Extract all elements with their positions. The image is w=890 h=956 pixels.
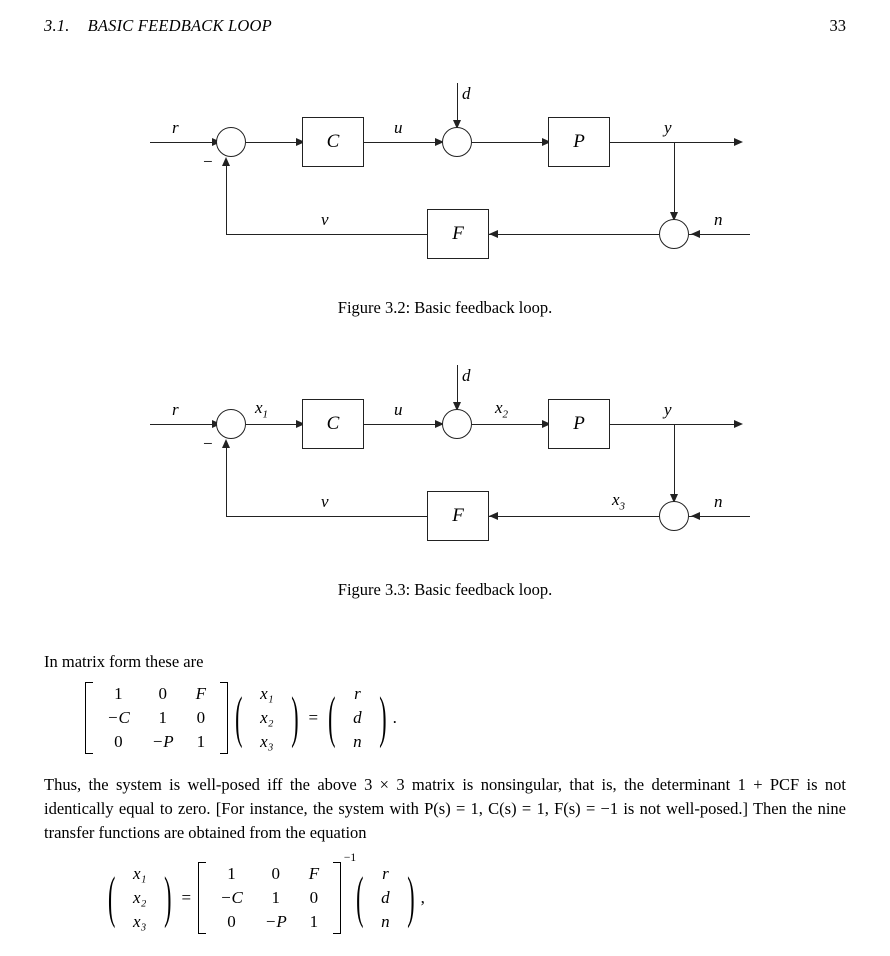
signal-label-n: n: [714, 210, 723, 229]
figure-3-3-caption: Figure 3.3: Basic feedback loop.: [337, 580, 553, 599]
eq2-m-0-1: 0: [271, 864, 281, 883]
block-P-label: P: [573, 131, 585, 152]
arrow-into-F-2: [489, 512, 498, 520]
wire-sum2-to-P: [472, 142, 548, 143]
figure-3-2: [0, 60, 890, 318]
eq2-trailing-punct: ,: [420, 888, 425, 907]
intro-text: In matrix form these are: [44, 652, 204, 671]
block-P: [548, 117, 610, 167]
eq2-m-1-2: 0: [309, 888, 319, 907]
eq1-equals: =: [308, 708, 319, 727]
eq1-r-0: r: [354, 684, 361, 703]
sum-junction-2-2: [442, 409, 472, 439]
eq2-r-0: r: [382, 864, 389, 883]
eq1-r-1: d: [353, 708, 362, 727]
wire-sum2-to-P-2: [472, 424, 548, 425]
sum-junction-1: [216, 127, 246, 157]
block-F: [427, 209, 489, 259]
paren-right-1: ): [291, 684, 299, 750]
page-number: 33: [829, 16, 846, 35]
eq2-x-1: x₂: [133, 888, 147, 907]
signal-label-u-2: u: [394, 400, 403, 419]
wire-sum1-to-C: [246, 142, 302, 143]
eq1-r-2: n: [353, 732, 362, 751]
figure-3-3-canvas: [0, 342, 890, 572]
signal-label-y-2: y: [664, 400, 672, 419]
block-C-2: [302, 399, 364, 449]
sum-junction-1-2: [216, 409, 246, 439]
signal-label-d-2: d: [462, 366, 471, 385]
wire-sum3-to-F: [489, 234, 659, 235]
eq2-m-1-0: −C: [220, 888, 243, 907]
block-C-label-2: C: [326, 413, 340, 434]
signal-label-x3: $x_3$: [612, 490, 626, 513]
figure-3-3: [0, 342, 890, 600]
wire-F-to-left-2: [226, 516, 427, 517]
block-P-label-2: P: [573, 413, 585, 434]
paren-right-3: ): [164, 864, 172, 930]
arrow-n-in-2: [691, 512, 700, 520]
equation-1-vector-x: [235, 682, 299, 754]
eq2-m-2-0: 0: [227, 912, 236, 931]
wire-P-to-out: [610, 142, 740, 143]
wire-r-in-2: [150, 424, 218, 425]
wire-sum3-to-F-2: [489, 516, 659, 517]
figure-3-2-canvas: [0, 60, 890, 290]
eq1-x-2: x₃: [260, 732, 274, 751]
wire-P-to-out-2: [610, 424, 740, 425]
minus-sign-1: −: [203, 152, 213, 171]
equation-1: [92, 682, 397, 754]
running-head-section: 3.1.: [44, 16, 70, 35]
eq2-m-0-0: 1: [227, 864, 236, 883]
running-head: [44, 16, 846, 36]
sum-junction-3-2: [659, 501, 689, 531]
block-P-2: [548, 399, 610, 449]
eq2-m-2-2: 1: [309, 912, 319, 931]
wire-feedback-up: [226, 160, 227, 234]
wire-r-in: [150, 142, 218, 143]
signal-label-n-2: n: [714, 492, 723, 511]
eq1-m-0-0: 1: [114, 684, 123, 703]
paren-left-1: (: [235, 684, 243, 750]
equation-2: [108, 852, 425, 934]
sum-junction-3: [659, 219, 689, 249]
paren-left-2: (: [328, 684, 336, 750]
signal-label-u: u: [394, 118, 403, 137]
signal-label-v: v: [321, 210, 329, 229]
equation-2-vector-x: [108, 862, 172, 934]
eq2-m-0-2: F: [308, 864, 320, 883]
paren-right-2: ): [379, 684, 387, 750]
minus-sign-1-2: −: [203, 434, 213, 453]
equation-2-vector-rhs: [356, 862, 415, 934]
signal-label-v-2: v: [321, 492, 329, 511]
eq1-trailing-punct: .: [392, 708, 397, 727]
wire-C-to-sum2: [364, 142, 441, 143]
signal-label-r-2: r: [172, 400, 179, 419]
signal-label-r: r: [172, 118, 179, 137]
eq1-m-1-0: −C: [107, 708, 130, 727]
signal-label-x2: $x_2$: [495, 398, 509, 421]
arrow-n-in: [691, 230, 700, 238]
eq1-m-2-0: 0: [114, 732, 123, 751]
block-F-label-2: F: [452, 505, 464, 526]
body-paragraph: Thus, the system is well-posed iff the above 3 × 3 matrix is nonsingular, that is, the determinant 1 + PCF is not identically equal to zero. [For instance, the system with P(s) = 1, C(s) = 1, F(s) = −1 is not well-posed.] Then the nine transfer functions are obtained from the equation: [44, 775, 846, 842]
eq1-m-1-2: 0: [196, 708, 206, 727]
wire-sum1-to-C-2: [246, 424, 302, 425]
signal-label-x1: $x_1$: [255, 398, 269, 421]
arrow-y-out-2: [734, 420, 743, 428]
arrow-into-sum1: [222, 157, 230, 166]
sum-junction-2: [442, 127, 472, 157]
paren-left-4: (: [356, 864, 364, 930]
equation-1-vector-rhs: [328, 682, 387, 754]
wire-feedback-up-2: [226, 442, 227, 516]
wire-C-to-sum2-2: [364, 424, 441, 425]
eq1-x-0: x₁: [260, 684, 274, 703]
paren-right-4: ): [407, 864, 415, 930]
running-head-title: BASIC FEEDBACK LOOP: [87, 16, 272, 35]
eq1-m-0-2: F: [195, 684, 207, 703]
eq2-x-2: x₃: [133, 912, 147, 931]
eq2-equals: =: [181, 888, 192, 907]
eq1-m-2-1: −P: [151, 732, 174, 751]
eq1-m-0-1: 0: [158, 684, 167, 703]
block-C: [302, 117, 364, 167]
eq2-matrix-exponent: −1: [343, 852, 357, 864]
arrow-into-sum1-2: [222, 439, 230, 448]
block-F-2: [427, 491, 489, 541]
signal-label-d: d: [462, 84, 471, 103]
block-C-label: C: [326, 131, 340, 152]
wire-y-tap-down: [674, 142, 675, 218]
arrow-y-out: [734, 138, 743, 146]
signal-label-y: y: [664, 118, 672, 137]
block-F-label: F: [452, 223, 464, 244]
eq2-r-1: d: [381, 888, 390, 907]
paren-left-3: (: [108, 864, 116, 930]
eq1-x-1: x₂: [260, 708, 274, 727]
equation-2-matrix: [205, 852, 357, 934]
equation-1-matrix: [92, 682, 221, 754]
arrow-into-F: [489, 230, 498, 238]
eq1-m-2-2: 1: [196, 732, 206, 751]
figure-3-2-caption: Figure 3.2: Basic feedback loop.: [337, 298, 553, 317]
wire-F-to-left: [226, 234, 427, 235]
eq2-m-2-1: −P: [264, 912, 287, 931]
eq2-r-2: n: [381, 912, 390, 931]
eq2-m-1-1: 1: [271, 888, 281, 907]
wire-y-tap-down-2: [674, 424, 675, 500]
eq2-x-0: x₁: [133, 864, 147, 883]
eq1-m-1-1: 1: [158, 708, 167, 727]
